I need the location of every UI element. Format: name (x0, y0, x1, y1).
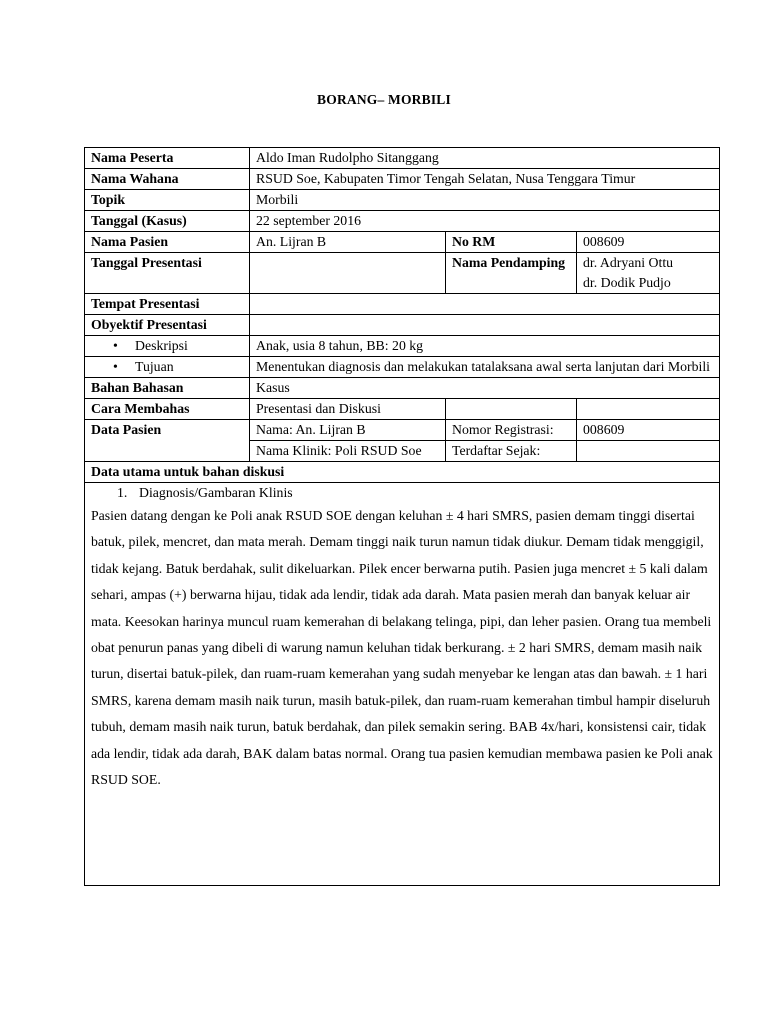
value-nama-pendamping (577, 253, 720, 294)
row-bahan-bahasan (85, 378, 720, 399)
narrative-text: Pasien datang dengan ke Poli anak RSUD SOE dengan keluhan ± 4 hari SMRS, pasien demam tinggi disertai batuk, pilek, mencret, dan mata merah. Demam tinggi naik turun namun tidak diukur. Demam tidak menggigil, tidak kejang. Batuk berdahak, sulit dikeluarkan. Pilek encer berwarna putih. Pasien juga mencret ± 5 kali dalam sehari, ampas (+) berwarna hijau, tidak ada lendir, tidak ada darah. Mata pasien merah dan banyak keluar air mata. Keesokan harinya muncul ruam kemerahan di belakang telinga, pipi, dan leher pasien. Orang tua membeli obat penurun panas yang dibeli di warung namun keluhan tidak berkurang. ± 2 hari SMRS, demam masih naik turun, disertai batuk-pilek, dan ruam-ruam kemerahan yang sudah menyebar ke lengan atas dan bawah. ± 1 hari SMRS, karena demam masih naik turun, masih batuk-pilek, dan ruam-ruam kemerahan timbul hampir diseluruh tubuh, demam masih naik turun, batuk berdahak, dan pilek semakin sering. BAB 4x/hari, konsistensi cair, tidak ada lendir, tidak ada darah, BAK dalam batas normal. Orang tua pasien kemudian membawa pasien ke Poli anak RSUD SOE. (91, 508, 713, 788)
row-tanggal-kasus (85, 211, 720, 232)
value-data-pasien-nama: Nama: An. Lijran B (250, 420, 446, 441)
value-nama-peserta: Aldo Iman Rudolpho Sitanggang (250, 148, 720, 169)
cara-membahas-empty-2 (577, 399, 720, 420)
pendamping-1: dr. Adryani Ottu (583, 255, 674, 270)
narrative-cell (85, 483, 720, 886)
label-nama-pasien: Nama Pasien (85, 232, 250, 253)
row-section-title (85, 462, 720, 483)
value-nama-klinik: Nama Klinik: Poli RSUD Soe (250, 441, 446, 462)
label-cara-membahas: Cara Membahas (85, 399, 250, 420)
label-nama-wahana: Nama Wahana (85, 169, 250, 190)
document-title: BORANG– MORBILI (317, 92, 451, 107)
row-tanggal-presentasi (85, 253, 720, 294)
value-tanggal-kasus: 22 september 2016 (250, 211, 720, 232)
value-nomor-registrasi: 008609 (577, 420, 720, 441)
row-deskripsi (85, 336, 720, 357)
subsection-heading (91, 483, 713, 503)
value-tanggal-presentasi (250, 253, 446, 294)
row-data-pasien (85, 420, 720, 441)
row-nama-wahana (85, 169, 720, 190)
label-nomor-registrasi: Nomor Registrasi: (446, 420, 577, 441)
row-nama-pasien (85, 232, 720, 253)
label-nama-peserta: Nama Peserta (85, 148, 250, 169)
label-topik: Topik (85, 190, 250, 211)
value-cara-membahas: Presentasi dan Diskusi (250, 399, 446, 420)
pendamping-2: dr. Dodik Pudjo (583, 275, 671, 290)
label-deskripsi: • Deskripsi (85, 336, 250, 357)
row-obyektif-presentasi (85, 315, 720, 336)
value-obyektif-presentasi (250, 315, 720, 336)
row-tempat-presentasi (85, 294, 720, 315)
label-tanggal-kasus: Tanggal (Kasus) (85, 211, 250, 232)
label-nama-pendamping: Nama Pendamping (446, 253, 577, 294)
subsection-title: Diagnosis/Gambaran Klinis (139, 485, 293, 500)
value-tempat-presentasi (250, 294, 720, 315)
value-bahan-bahasan: Kasus (250, 378, 720, 399)
row-narrative (85, 483, 720, 886)
row-cara-membahas (85, 399, 720, 420)
label-terdaftar-sejak: Terdaftar Sejak: (446, 441, 577, 462)
section-title: Data utama untuk bahan diskusi (85, 462, 720, 483)
row-topik (85, 190, 720, 211)
value-terdaftar-sejak (577, 441, 720, 462)
value-nama-pasien: An. Lijran B (250, 232, 446, 253)
row-tujuan (85, 357, 720, 378)
value-no-rm: 008609 (577, 232, 720, 253)
subsection-number: 1. (117, 485, 128, 500)
value-tujuan: Menentukan diagnosis dan melakukan tatalaksana awal serta lanjutan dari Morbili (250, 357, 720, 378)
label-data-pasien: Data Pasien (85, 420, 250, 462)
borang-table (84, 147, 720, 886)
value-topik: Morbili (250, 190, 720, 211)
value-deskripsi: Anak, usia 8 tahun, BB: 20 kg (250, 336, 720, 357)
cara-membahas-empty-1 (446, 399, 577, 420)
label-bahan-bahasan: Bahan Bahasan (85, 378, 250, 399)
label-tanggal-presentasi: Tanggal Presentasi (85, 253, 250, 294)
label-no-rm: No RM (446, 232, 577, 253)
label-obyektif-presentasi: Obyektif Presentasi (85, 315, 250, 336)
label-tempat-presentasi: Tempat Presentasi (85, 294, 250, 315)
label-tujuan: • Tujuan (85, 357, 250, 378)
value-nama-wahana: RSUD Soe, Kabupaten Timor Tengah Selatan, Nusa Tenggara Timur (250, 169, 720, 190)
row-nama-peserta (85, 148, 720, 169)
